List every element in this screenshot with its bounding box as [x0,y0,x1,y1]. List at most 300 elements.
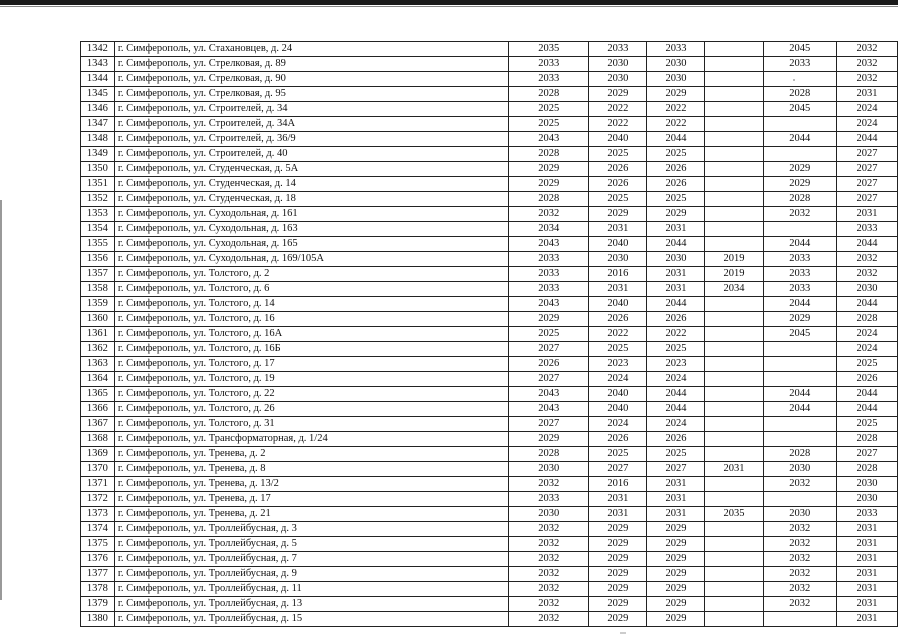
year-cell-1: 2030 [509,507,589,522]
year-cell-5: 2029 [763,177,837,192]
row-number-cell: 1344 [81,72,115,87]
table-row [81,402,898,417]
year-cell-4 [705,42,763,57]
table-row [81,552,898,567]
table-row [81,582,898,597]
year-cell-3: 2025 [647,192,705,207]
year-cell-5: 2029 [763,312,837,327]
year-cell-4 [705,567,763,582]
year-cell-4 [705,522,763,537]
table-row [81,372,898,387]
row-number-cell: 1372 [81,492,115,507]
year-cell-3: 2029 [647,612,705,627]
year-cell-3: 2026 [647,312,705,327]
year-cell-3: 2031 [647,507,705,522]
address-cell: г. Симферополь, ул. Студенческая, д. 14 [114,177,508,192]
year-cell-5 [763,372,837,387]
year-cell-4 [705,327,763,342]
year-cell-4: 2019 [705,252,763,267]
year-cell-1: 2043 [509,237,589,252]
address-cell: г. Симферополь, ул. Строителей, д. 34А [114,117,508,132]
year-cell-2: 2029 [589,87,647,102]
year-cell-2: 2026 [589,432,647,447]
year-cell-3: 2025 [647,147,705,162]
year-cell-1: 2028 [509,447,589,462]
row-number-cell: 1375 [81,537,115,552]
year-cell-6: 2024 [837,102,898,117]
year-cell-2: 2025 [589,147,647,162]
year-cell-6: 2025 [837,357,898,372]
year-cell-2: 2030 [589,252,647,267]
year-cell-2: 2033 [589,42,647,57]
year-cell-6: 2024 [837,117,898,132]
address-cell: г. Симферополь, ул. Строителей, д. 36/9 [114,132,508,147]
year-cell-3: 2030 [647,57,705,72]
address-cell: г. Симферополь, ул. Студенческая, д. 5А [114,162,508,177]
year-cell-2: 2022 [589,117,647,132]
year-cell-2: 2022 [589,327,647,342]
year-cell-1: 2033 [509,267,589,282]
year-cell-5: 2030 [763,507,837,522]
table-row [81,537,898,552]
table-row [81,162,898,177]
table-row [81,117,898,132]
table-row [81,222,898,237]
row-number-cell: 1357 [81,267,115,282]
row-number-cell: 1355 [81,237,115,252]
table-row [81,462,898,477]
year-cell-6: 2044 [837,387,898,402]
year-cell-4: 2031 [705,462,763,477]
year-cell-1: 2027 [509,342,589,357]
year-cell-4 [705,492,763,507]
row-number-cell: 1363 [81,357,115,372]
table-row [81,192,898,207]
address-cell: г. Симферополь, ул. Стрелковая, д. 90 [114,72,508,87]
year-cell-3: 2022 [647,327,705,342]
address-cell: г. Симферополь, ул. Тренева, д. 2 [114,447,508,462]
year-cell-4 [705,57,763,72]
table-row [81,87,898,102]
year-cell-4 [705,612,763,627]
year-cell-6: 2031 [837,597,898,612]
year-cell-5: 2032 [763,552,837,567]
year-cell-2: 2022 [589,102,647,117]
year-cell-6: 2044 [837,297,898,312]
scan-top-border [0,0,898,5]
year-cell-5 [763,432,837,447]
year-cell-6: 2031 [837,567,898,582]
year-cell-1: 2029 [509,432,589,447]
row-number-cell: 1360 [81,312,115,327]
year-cell-4 [705,297,763,312]
year-cell-3: 2031 [647,492,705,507]
row-number-cell: 1369 [81,447,115,462]
year-cell-5 [763,222,837,237]
table-row [81,492,898,507]
year-cell-6: 2027 [837,177,898,192]
year-cell-5: 2044 [763,297,837,312]
year-cell-5: 2033 [763,57,837,72]
table-row [81,522,898,537]
year-cell-1: 2025 [509,102,589,117]
row-number-cell: 1361 [81,327,115,342]
year-cell-6: 2027 [837,162,898,177]
year-cell-6: 2032 [837,42,898,57]
year-cell-4: 2019 [705,267,763,282]
year-cell-3: 2029 [647,597,705,612]
year-cell-3: 2031 [647,282,705,297]
scan-top-line [0,6,898,7]
year-cell-4 [705,432,763,447]
address-cell: г. Симферополь, ул. Толстого, д. 2 [114,267,508,282]
row-number-cell: 1362 [81,342,115,357]
year-cell-4 [705,162,763,177]
year-cell-2: 2029 [589,597,647,612]
row-number-cell: 1356 [81,252,115,267]
year-cell-5: 2032 [763,207,837,222]
table-row [81,252,898,267]
year-cell-3: 2033 [647,42,705,57]
year-cell-4 [705,552,763,567]
year-cell-1: 2028 [509,147,589,162]
year-cell-2: 2030 [589,72,647,87]
year-cell-2: 2040 [589,237,647,252]
table-row [81,267,898,282]
year-cell-1: 2029 [509,162,589,177]
year-cell-3: 2026 [647,432,705,447]
address-cell: г. Симферополь, ул. Толстого, д. 22 [114,387,508,402]
year-cell-5: 2044 [763,237,837,252]
year-cell-4 [705,87,763,102]
table-row [81,147,898,162]
year-cell-2: 2031 [589,492,647,507]
table-row [81,567,898,582]
year-cell-5 [763,117,837,132]
year-cell-5: 2028 [763,447,837,462]
year-cell-3: 2023 [647,357,705,372]
year-cell-1: 2030 [509,462,589,477]
year-cell-2: 2030 [589,57,647,72]
year-cell-6: 2044 [837,132,898,147]
table-row [81,312,898,327]
year-cell-6: 2032 [837,72,898,87]
year-cell-2: 2024 [589,372,647,387]
year-cell-1: 2028 [509,87,589,102]
year-cell-6: 2032 [837,252,898,267]
row-number-cell: 1347 [81,117,115,132]
table-row [81,357,898,372]
year-cell-3: 2044 [647,132,705,147]
year-cell-1: 2033 [509,57,589,72]
address-cell: г. Симферополь, ул. Стрелковая, д. 89 [114,57,508,72]
year-cell-4 [705,117,763,132]
year-cell-4 [705,132,763,147]
year-cell-5: 2029 [763,162,837,177]
row-number-cell: 1364 [81,372,115,387]
year-cell-6: 2028 [837,462,898,477]
address-cell: г. Симферополь, ул. Троллейбусная, д. 7 [114,552,508,567]
year-cell-5 [763,492,837,507]
year-cell-3: 2025 [647,342,705,357]
year-cell-4 [705,537,763,552]
year-cell-5: 2032 [763,522,837,537]
year-cell-4 [705,192,763,207]
year-cell-3: 2026 [647,162,705,177]
year-cell-4 [705,312,763,327]
table-row [81,432,898,447]
housing-register-table [80,41,898,627]
year-cell-6: 2028 [837,432,898,447]
table-row [81,297,898,312]
address-cell: г. Симферополь, ул. Тренева, д. 13/2 [114,477,508,492]
year-cell-4 [705,402,763,417]
address-cell: г. Симферополь, ул. Строителей, д. 34 [114,102,508,117]
table-row [81,612,898,627]
year-cell-3: 2024 [647,372,705,387]
year-cell-6: 2033 [837,507,898,522]
year-cell-3: 2029 [647,567,705,582]
address-cell: г. Симферополь, ул. Троллейбусная, д. 5 [114,537,508,552]
row-number-cell: 1345 [81,87,115,102]
row-number-cell: 1367 [81,417,115,432]
table-row [81,237,898,252]
address-cell: г. Симферополь, ул. Тренева, д. 17 [114,492,508,507]
year-cell-2: 2029 [589,567,647,582]
year-cell-6: 2031 [837,207,898,222]
year-cell-4 [705,372,763,387]
year-cell-1: 2032 [509,207,589,222]
year-cell-5 [763,342,837,357]
year-cell-2: 2025 [589,342,647,357]
row-number-cell: 1342 [81,42,115,57]
address-cell: г. Симферополь, ул. Толстого, д. 19 [114,372,508,387]
row-number-cell: 1358 [81,282,115,297]
year-cell-3: 2029 [647,522,705,537]
year-cell-2: 2024 [589,417,647,432]
address-cell: г. Симферополь, ул. Суходольная, д. 161 [114,207,508,222]
year-cell-3: 2044 [647,297,705,312]
year-cell-6: 2031 [837,522,898,537]
address-cell: г. Симферополь, ул. Стахановцев, д. 24 [114,42,508,57]
year-cell-1: 2034 [509,222,589,237]
row-number-cell: 1350 [81,162,115,177]
year-cell-3: 2044 [647,387,705,402]
address-cell: г. Симферополь, ул. Троллейбусная, д. 13 [114,597,508,612]
address-cell: г. Симферополь, ул. Тренева, д. 21 [114,507,508,522]
year-cell-1: 2032 [509,597,589,612]
year-cell-1: 2032 [509,612,589,627]
year-cell-1: 2033 [509,252,589,267]
row-number-cell: 1365 [81,387,115,402]
table-row [81,597,898,612]
year-cell-2: 2031 [589,282,647,297]
year-cell-4 [705,387,763,402]
table-row [81,177,898,192]
year-cell-4 [705,597,763,612]
year-cell-5 [763,72,837,87]
row-number-cell: 1359 [81,297,115,312]
year-cell-6: 2044 [837,237,898,252]
year-cell-2: 2025 [589,447,647,462]
address-cell: г. Симферополь, ул. Студенческая, д. 18 [114,192,508,207]
year-cell-5: 2044 [763,132,837,147]
year-cell-2: 2040 [589,402,647,417]
year-cell-3: 2030 [647,252,705,267]
year-cell-5: 2032 [763,477,837,492]
year-cell-3: 2029 [647,537,705,552]
year-cell-1: 2029 [509,312,589,327]
year-cell-3: 2027 [647,462,705,477]
table-row [81,477,898,492]
year-cell-6: 2026 [837,372,898,387]
row-number-cell: 1377 [81,567,115,582]
table-row [81,102,898,117]
year-cell-1: 2043 [509,387,589,402]
year-cell-6: 2027 [837,192,898,207]
year-cell-3: 2031 [647,222,705,237]
year-cell-2: 2031 [589,222,647,237]
year-cell-3: 2029 [647,207,705,222]
table-row [81,282,898,297]
table-row [81,507,898,522]
address-cell: г. Симферополь, ул. Толстого, д. 31 [114,417,508,432]
year-cell-5: 2030 [763,462,837,477]
year-cell-2: 2040 [589,387,647,402]
row-number-cell: 1343 [81,57,115,72]
year-cell-1: 2032 [509,537,589,552]
year-cell-3: 2031 [647,477,705,492]
address-cell: г. Симферополь, ул. Троллейбусная, д. 15 [114,612,508,627]
year-cell-5: 2032 [763,597,837,612]
row-number-cell: 1379 [81,597,115,612]
row-number-cell: 1351 [81,177,115,192]
year-cell-5: 2044 [763,387,837,402]
year-cell-4 [705,147,763,162]
year-cell-1: 2026 [509,357,589,372]
year-cell-5 [763,612,837,627]
row-number-cell: 1378 [81,582,115,597]
year-cell-6: 2030 [837,282,898,297]
year-cell-6: 2025 [837,417,898,432]
year-cell-5 [763,357,837,372]
row-number-cell: 1348 [81,132,115,147]
table-body [81,42,898,627]
address-cell: г. Симферополь, ул. Толстого, д. 26 [114,402,508,417]
row-number-cell: 1376 [81,552,115,567]
year-cell-3: 2029 [647,87,705,102]
year-cell-1: 2032 [509,522,589,537]
year-cell-1: 2043 [509,132,589,147]
year-cell-1: 2032 [509,567,589,582]
address-cell: г. Симферополь, ул. Троллейбусная, д. 11 [114,582,508,597]
year-cell-6: 2024 [837,327,898,342]
year-cell-5 [763,417,837,432]
row-number-cell: 1366 [81,402,115,417]
year-cell-6: 2031 [837,552,898,567]
row-number-cell: 1370 [81,462,115,477]
year-cell-3: 2029 [647,582,705,597]
year-cell-4 [705,237,763,252]
row-number-cell: 1373 [81,507,115,522]
year-cell-2: 2026 [589,312,647,327]
year-cell-5: 2033 [763,267,837,282]
year-cell-6: 2044 [837,402,898,417]
year-cell-2: 2040 [589,297,647,312]
address-cell: г. Симферополь, ул. Толстого, д. 14 [114,297,508,312]
year-cell-6: 2027 [837,147,898,162]
year-cell-2: 2016 [589,477,647,492]
year-cell-5: 2028 [763,87,837,102]
year-cell-2: 2027 [589,462,647,477]
year-cell-1: 2027 [509,372,589,387]
year-cell-3: 2029 [647,552,705,567]
address-cell: г. Симферополь, ул. Толстого, д. 16А [114,327,508,342]
address-cell: г. Симферополь, ул. Троллейбусная, д. 3 [114,522,508,537]
year-cell-1: 2032 [509,552,589,567]
year-cell-4 [705,177,763,192]
year-cell-1: 2028 [509,192,589,207]
address-cell: г. Симферополь, ул. Стрелковая, д. 95 [114,87,508,102]
year-cell-6: 2024 [837,342,898,357]
year-cell-1: 2032 [509,582,589,597]
table-row [81,387,898,402]
year-cell-4 [705,72,763,87]
year-cell-4: 2034 [705,282,763,297]
year-cell-6: 2032 [837,267,898,282]
year-cell-4 [705,102,763,117]
row-number-cell: 1354 [81,222,115,237]
address-cell: г. Симферополь, ул. Трансформаторная, д. 1/24 [114,432,508,447]
year-cell-6: 2030 [837,492,898,507]
year-cell-6: 2031 [837,612,898,627]
year-cell-3: 2030 [647,72,705,87]
row-number-cell: 1371 [81,477,115,492]
year-cell-2: 2016 [589,267,647,282]
row-number-cell: 1353 [81,207,115,222]
year-cell-5: 2033 [763,252,837,267]
table-row [81,132,898,147]
year-cell-3: 2022 [647,102,705,117]
year-cell-5: 2032 [763,567,837,582]
row-number-cell: 1349 [81,147,115,162]
address-cell: г. Симферополь, ул. Троллейбусная, д. 9 [114,567,508,582]
table-row [81,327,898,342]
row-number-cell: 1346 [81,102,115,117]
year-cell-2: 2040 [589,132,647,147]
year-cell-2: 2023 [589,357,647,372]
year-cell-2: 2026 [589,162,647,177]
table-row [81,57,898,72]
table-row [81,207,898,222]
year-cell-4 [705,207,763,222]
address-cell: г. Симферополь, ул. Строителей, д. 40 [114,147,508,162]
year-cell-5: 2032 [763,582,837,597]
year-cell-2: 2029 [589,207,647,222]
year-cell-4: 2035 [705,507,763,522]
year-cell-3: 2031 [647,267,705,282]
table-row [81,447,898,462]
year-cell-5: 2033 [763,282,837,297]
year-cell-1: 2033 [509,492,589,507]
year-cell-1: 2025 [509,327,589,342]
address-cell: г. Симферополь, ул. Суходольная, д. 169/105А [114,252,508,267]
year-cell-6: 2033 [837,222,898,237]
address-cell: г. Симферополь, ул. Тренева, д. 8 [114,462,508,477]
year-cell-5: 2045 [763,102,837,117]
scan-left-edge [0,200,2,600]
year-cell-3: 2022 [647,117,705,132]
